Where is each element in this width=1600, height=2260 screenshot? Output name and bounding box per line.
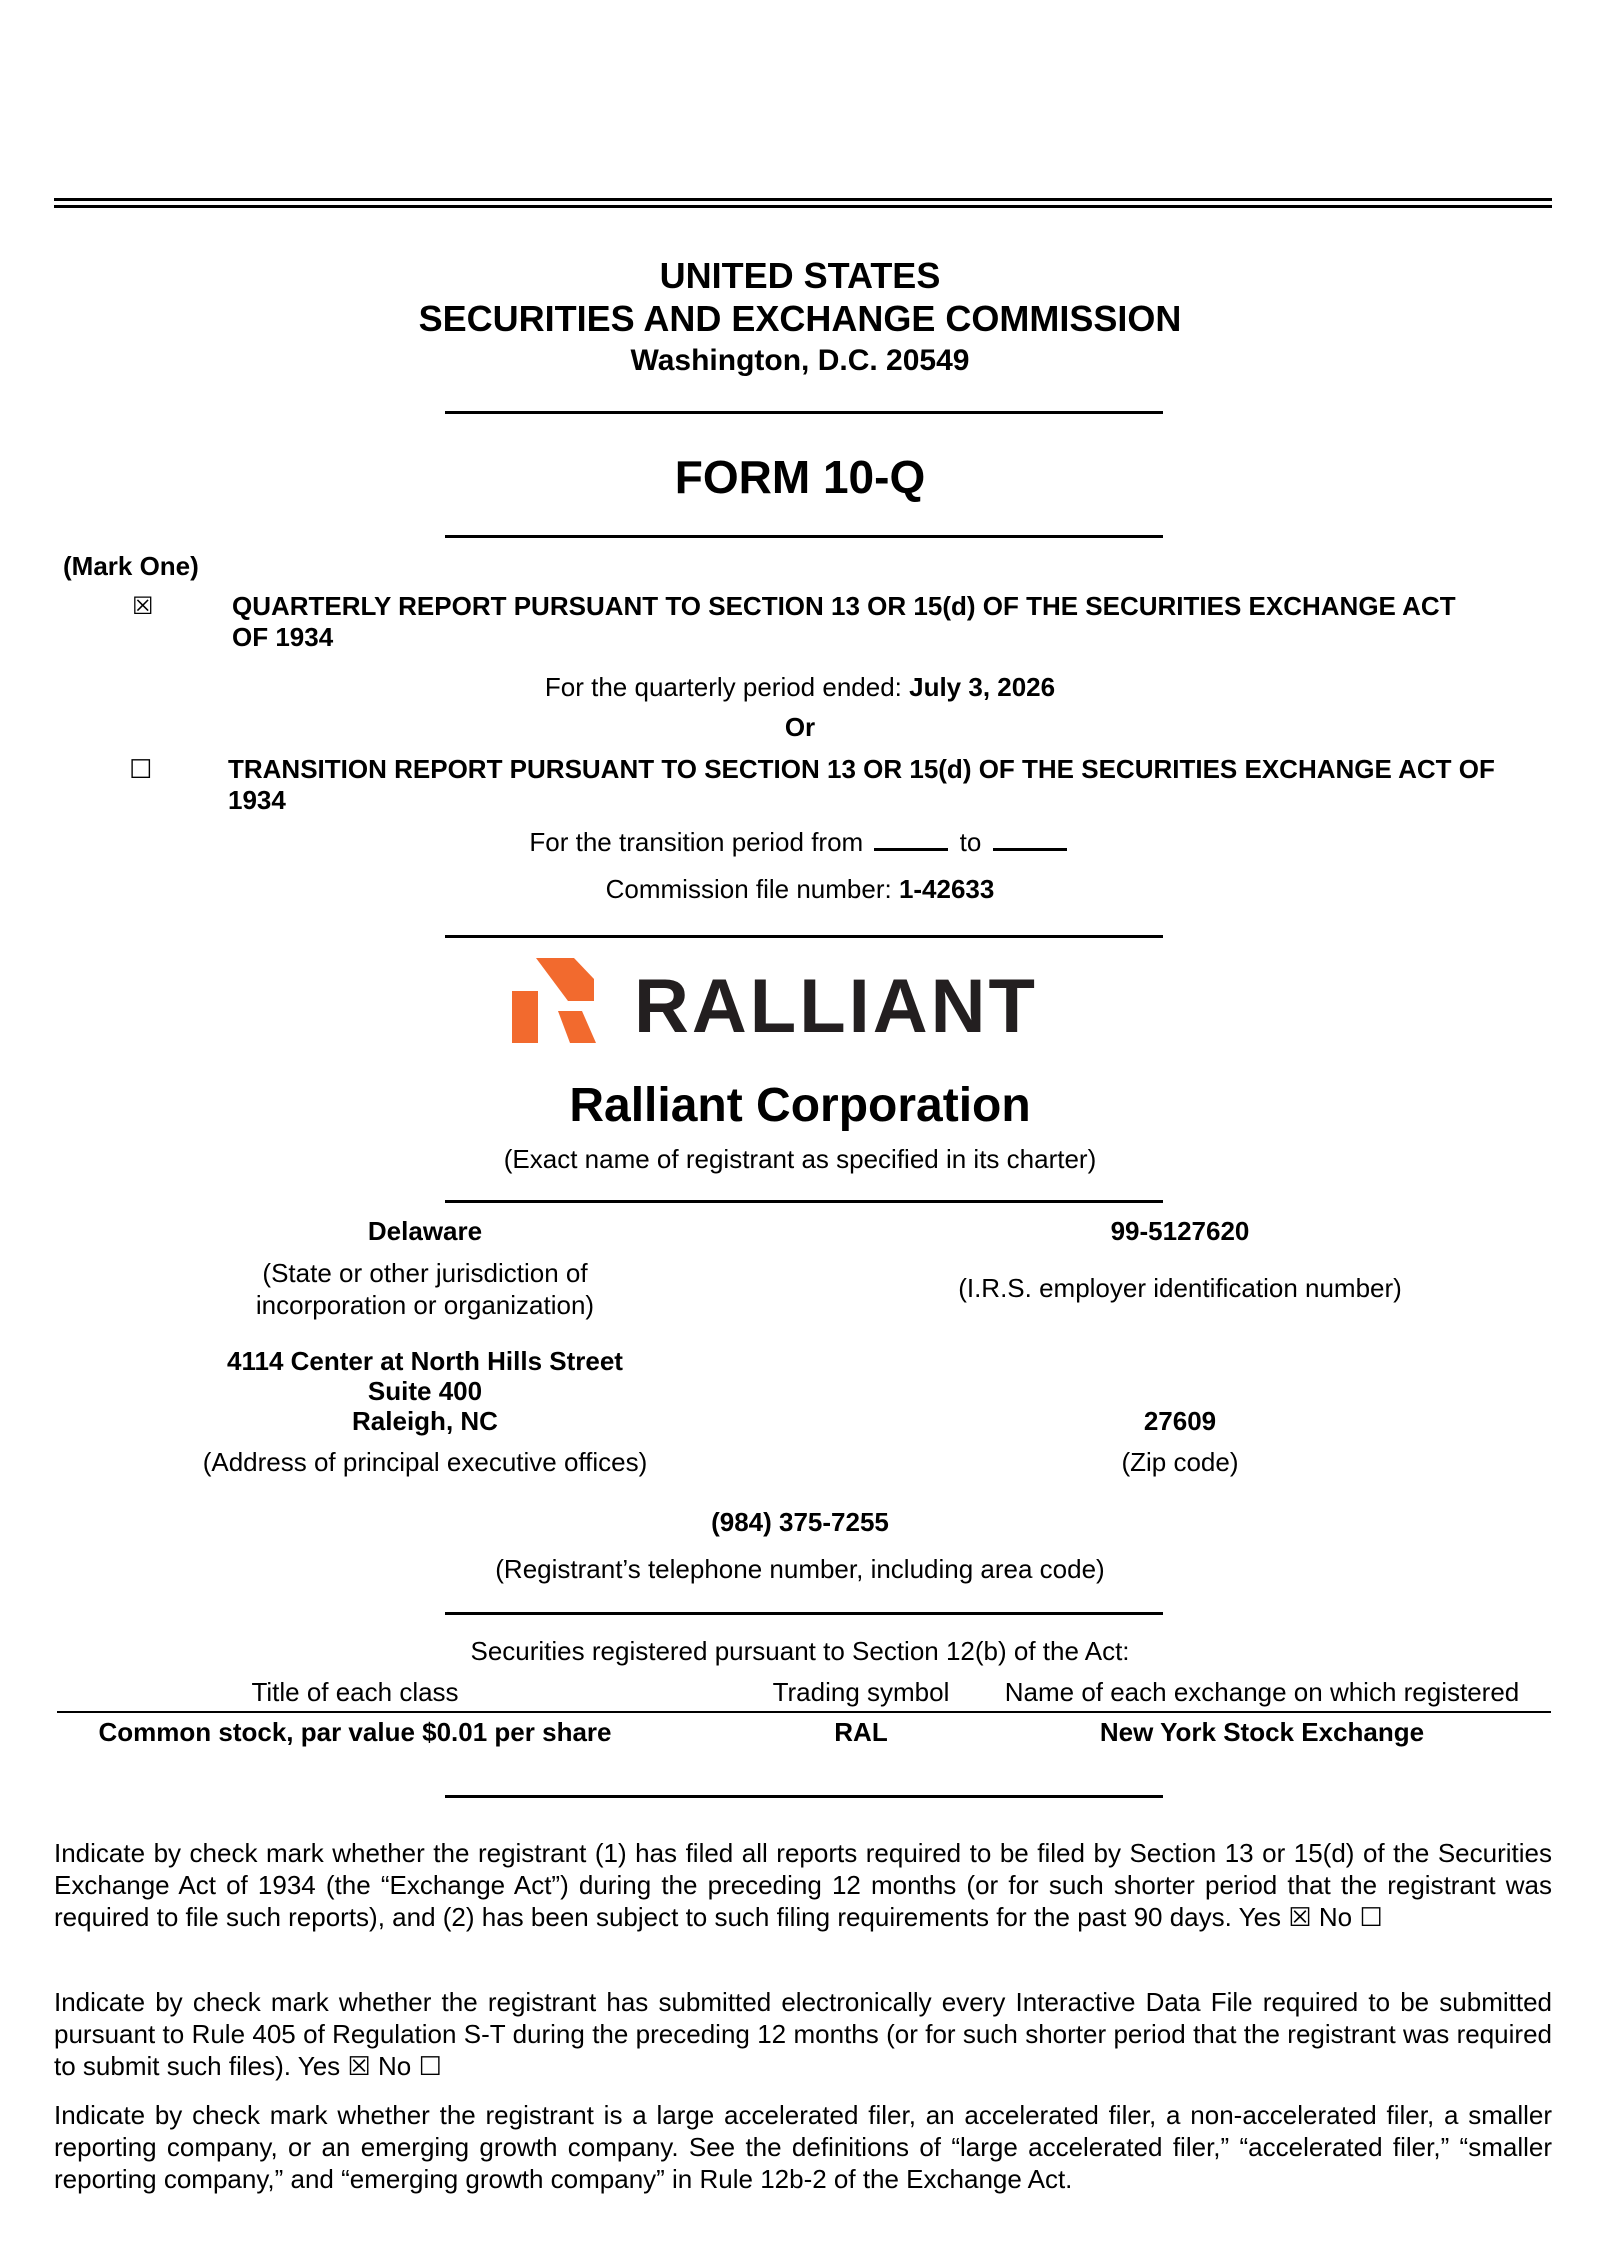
state-caption-line-2: incorporation or organization) <box>255 1290 595 1320</box>
divider <box>445 1200 1163 1203</box>
yes-checkbox-checked[interactable]: ☒ <box>1288 1903 1312 1933</box>
transition-line-2: 1934 <box>228 785 286 815</box>
no-label: No <box>1318 1902 1353 1932</box>
cell-title-of-class: Common stock, par value $0.01 per share <box>98 1717 612 1747</box>
paragraph-reports-filed <box>54 1837 1552 1934</box>
mark-one-label: (Mark One) <box>63 551 199 581</box>
quarterly-period-value: July 3, 2026 <box>909 672 1056 702</box>
ralliant-logo-mark-icon <box>508 955 600 1047</box>
form-title: FORM 10-Q <box>674 451 926 503</box>
header-trading-symbol: Trading symbol <box>772 1677 950 1707</box>
quarterly-period <box>0 672 1600 703</box>
yes-label: Yes <box>297 2051 341 2081</box>
transition-line-1: TRANSITION REPORT PURSUANT TO SECTION 13 OR 15(d) OF THE SECURITIES EXCHANGE ACT OF <box>228 754 1495 784</box>
quarterly-line-2: OF 1934 <box>232 622 334 652</box>
header-exchange-name: Name of each exchange on which registered <box>1004 1677 1520 1707</box>
address-line-2: Suite 400 <box>367 1376 483 1406</box>
phone-caption: (Registrant’s telephone number, including area code) <box>495 1554 1105 1584</box>
header-title-of-class: Title of each class <box>251 1677 459 1707</box>
transition-to-label: to <box>959 827 982 857</box>
address-caption: (Address of principal executive offices) <box>202 1447 648 1477</box>
paragraph-2-text: Indicate by check mark whether the registrant has submitted electronically every Interactive Data File required to be submitted pursuant to Rule 405 of Regulation S-T during the preceding 12 months (or for such shorter period that the registrant was required to submit such files). <box>54 1987 1552 2081</box>
securities-heading: Securities registered pursuant to Section 12(b) of the Act: <box>470 1636 1130 1666</box>
paragraph-3-text: Indicate by check mark whether the registrant is a large accelerated filer, an accelerated filer, a non-accelerated filer, a smaller reporting company, or an emerging growth company. See the definitions of “large accelerated filer,” “accelerated filer,” “smaller reporting company,” and “emerging growth company” in Rule 12b-2 of the Exchange Act. <box>54 2100 1552 2194</box>
quarterly-checkbox-checked[interactable]: ☒ <box>132 592 154 620</box>
top-rule-1 <box>54 198 1552 201</box>
cell-trading-symbol: RAL <box>834 1717 888 1747</box>
quarterly-report-title <box>232 591 1456 653</box>
divider <box>445 1612 1163 1615</box>
commission-label: Commission file number: <box>605 874 899 904</box>
registrant-name: Ralliant Corporation <box>569 1079 1031 1132</box>
header-line-1: UNITED STATES <box>659 255 941 296</box>
transition-period-label: For the transition period from <box>529 827 864 857</box>
header-line-2: SECURITIES AND EXCHANGE COMMISSION <box>418 298 1182 339</box>
paragraph-1-text: Indicate by check mark whether the registrant (1) has filed all reports required to be filed by Section 13 or 15(d) of the Securities Exchange Act of 1934 (the “Exchange Act”) during the preceding 12 months (or for such shorter period that the registrant was required to file such reports), and (2) has been subject to such filing requirements for the past 90 days. <box>54 1838 1552 1932</box>
address-line-3: Raleigh, NC <box>352 1406 498 1436</box>
ein-caption: (I.R.S. employer identification number) <box>958 1273 1402 1303</box>
phone-number: (984) 375-7255 <box>711 1507 889 1537</box>
ralliant-logo <box>508 955 1108 1047</box>
or-text: Or <box>784 712 816 742</box>
transition-checkbox-unchecked[interactable]: ☐ <box>129 755 153 785</box>
header-line-3: Washington, D.C. 20549 <box>630 344 970 377</box>
divider <box>445 411 1163 414</box>
securities-header-row <box>57 1677 1551 1711</box>
transition-to-blank[interactable] <box>993 826 1067 851</box>
state-caption <box>125 1257 725 1321</box>
commission-value: 1-42633 <box>898 874 995 904</box>
ein-value: 99-5127620 <box>1110 1216 1250 1246</box>
state-of-incorporation: Delaware <box>367 1216 483 1246</box>
zip-caption: (Zip code) <box>1121 1447 1239 1477</box>
securities-table <box>57 1677 1551 1749</box>
no-checkbox-unchecked[interactable]: ☐ <box>1359 1903 1383 1933</box>
cell-exchange-name: New York Stock Exchange <box>1099 1717 1425 1747</box>
paragraph-filer-status <box>54 2099 1552 2195</box>
no-checkbox-unchecked[interactable]: ☐ <box>418 2052 442 2082</box>
transition-report-title <box>228 754 1495 816</box>
state-caption-line-1: (State or other jurisdiction of <box>262 1258 588 1288</box>
divider <box>445 535 1163 538</box>
address-block <box>125 1346 725 1436</box>
divider <box>445 1795 1163 1798</box>
transition-from-blank[interactable] <box>874 826 948 851</box>
top-rule-2 <box>54 205 1552 208</box>
quarterly-line-1: QUARTERLY REPORT PURSUANT TO SECTION 13 OR 15(d) OF THE SECURITIES EXCHANGE ACT <box>232 591 1456 621</box>
yes-checkbox-checked[interactable]: ☒ <box>347 2052 371 2082</box>
registrant-name-caption: (Exact name of registrant as specified in its charter) <box>503 1144 1097 1174</box>
paragraph-interactive-data <box>54 1986 1552 2083</box>
no-label: No <box>377 2051 412 2081</box>
yes-label: Yes <box>1238 1902 1282 1932</box>
table-row <box>57 1713 1551 1749</box>
commission-file-number <box>0 874 1600 905</box>
quarterly-period-label: For the quarterly period ended: <box>544 672 910 702</box>
zip-code: 27609 <box>1143 1406 1217 1436</box>
logo-wordmark: RALLIANT <box>634 964 1038 1049</box>
divider <box>445 935 1163 938</box>
address-line-1: 4114 Center at North Hills Street <box>227 1346 623 1376</box>
transition-period <box>0 826 1600 858</box>
